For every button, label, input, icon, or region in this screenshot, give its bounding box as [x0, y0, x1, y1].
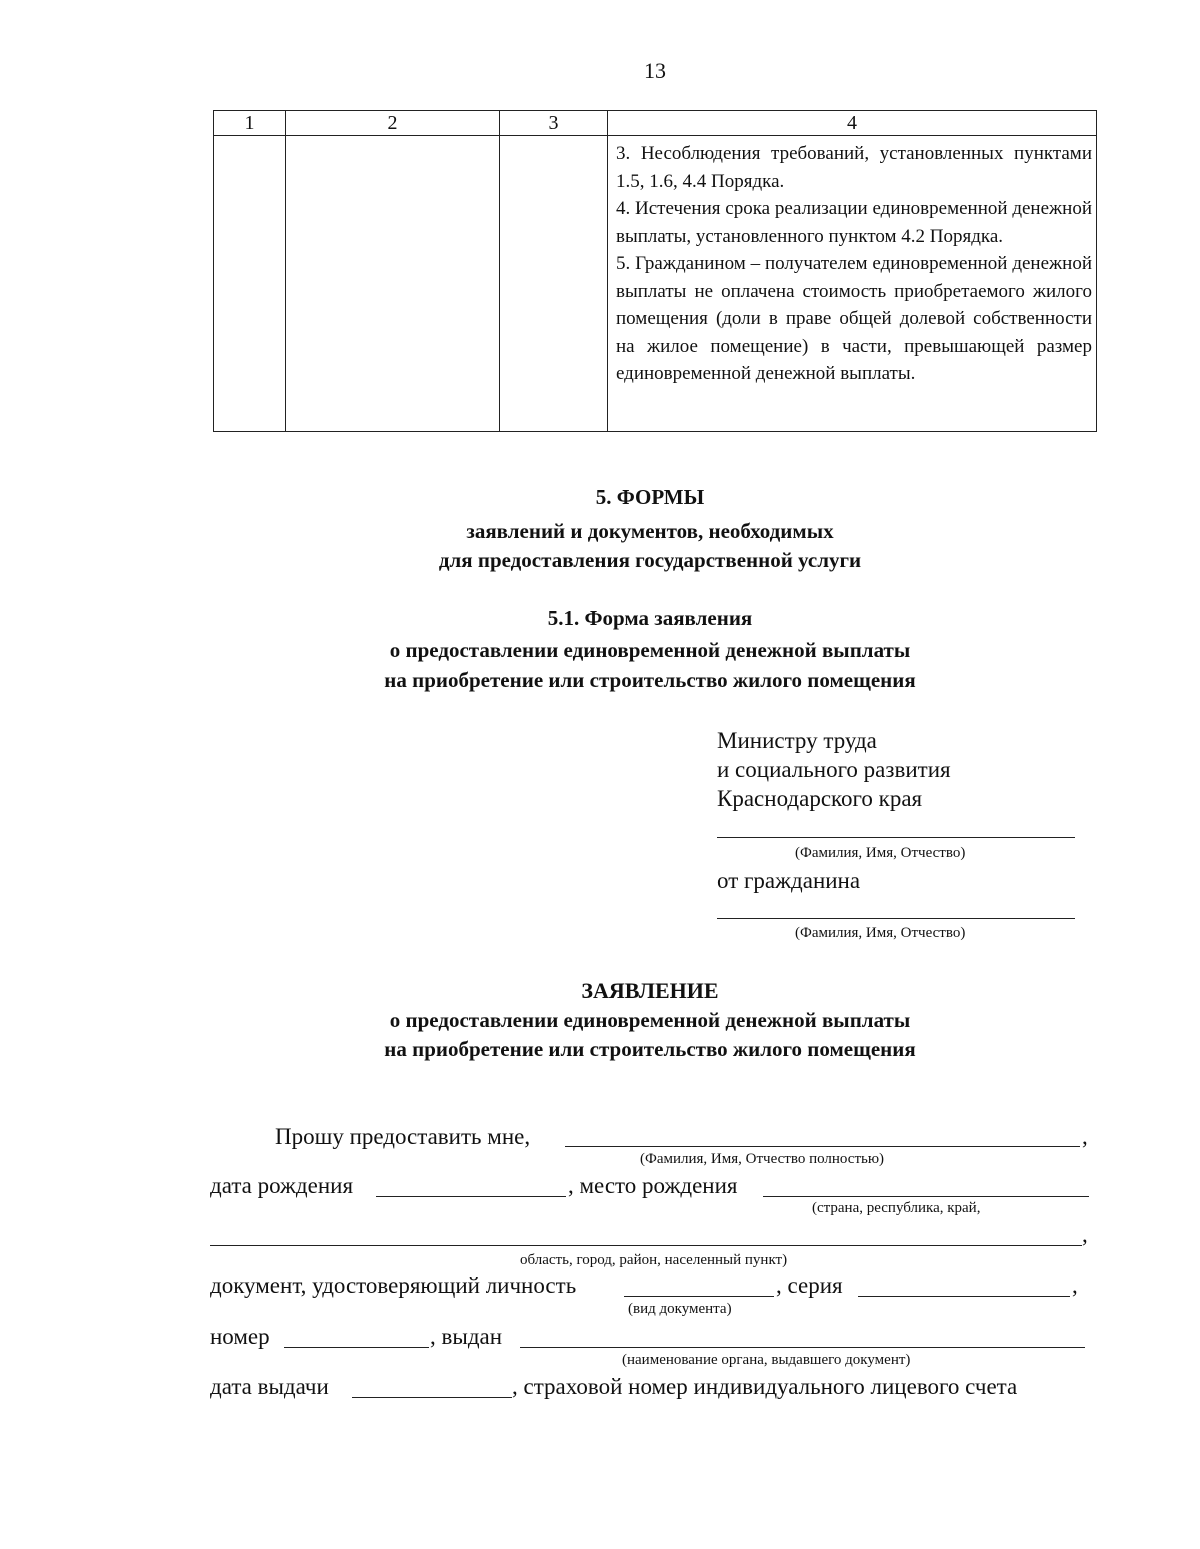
table-header-row [214, 111, 1097, 136]
field-caption: область, город, район, населенный пункт) [520, 1252, 788, 1268]
field-caption: (Фамилия, Имя, Отчество) [795, 845, 966, 861]
section-subtitle: для предоставления государственной услуги [438, 548, 862, 572]
table-cell [500, 136, 608, 432]
citizen-fio-field[interactable] [717, 918, 1075, 919]
table-cell [608, 136, 1097, 432]
condition-item: 5. Гражданином – получателем единовременной денежной выплаты не оплачена стоимость приобретаемого жилого помещения (доли в праве общей долевой собственности на жилое помещение) в части, превышающей размер единовременной денежной выплаты. [616, 253, 1092, 384]
birth-date-field[interactable] [376, 1196, 566, 1197]
from-label: от гражданина [717, 868, 861, 893]
series-label: , серия [776, 1273, 843, 1298]
field-caption: (Фамилия, Имя, Отчество полностью) [640, 1151, 885, 1167]
addressee-line: Министру труда [717, 728, 877, 753]
birth-place-label: , место рождения [568, 1173, 738, 1198]
field-caption: (наименование органа, выдавшего документ) [622, 1352, 911, 1368]
comma: , [1082, 1222, 1088, 1247]
minister-fio-field[interactable] [717, 837, 1075, 838]
statement-subtitle: на приобретение или строительство жилого помещения [384, 1037, 916, 1061]
addressee-line: Краснодарского края [717, 786, 923, 811]
subsection-subtitle: о предоставлении единовременной денежной выплаты [389, 638, 911, 662]
subsection-subtitle: на приобретение или строительство жилого помещения [384, 668, 916, 692]
snils-label: , страховой номер индивидуального лицевого счета [512, 1374, 1018, 1399]
series-field[interactable] [858, 1296, 1070, 1297]
doc-number-field[interactable] [284, 1347, 429, 1348]
condition-item: 4. Истечения срока реализации единовременной денежной выплаты, установленного пунктом 4.2 Порядка. [616, 198, 1092, 247]
comma: , [1072, 1273, 1078, 1298]
full-fio-field[interactable] [565, 1146, 1080, 1147]
comma: , [1082, 1124, 1088, 1149]
number-label: номер [210, 1324, 270, 1349]
page-number: 13 [644, 58, 666, 83]
field-caption: (Фамилия, Имя, Отчество) [795, 925, 966, 941]
birth-place-field[interactable] [763, 1196, 1089, 1197]
table-header-cell: 3 [500, 111, 608, 136]
issue-date-label: дата выдачи [210, 1374, 329, 1399]
id-doc-label: документ, удостоверяющий личность [210, 1273, 577, 1298]
statement-title: ЗАЯВЛЕНИЕ [581, 978, 719, 1003]
addressee-line: и социального развития [717, 757, 951, 782]
conditions-table [213, 110, 1097, 432]
table-cell [214, 136, 286, 432]
issue-date-field[interactable] [352, 1397, 512, 1398]
table-row [214, 136, 1097, 432]
field-caption: (страна, республика, край, [812, 1200, 981, 1216]
birth-date-label: дата рождения [210, 1173, 354, 1198]
statement-subtitle: о предоставлении единовременной денежной выплаты [389, 1008, 911, 1032]
table-header-cell: 2 [286, 111, 500, 136]
subsection-title: 5.1. Форма заявления [547, 606, 753, 630]
birth-place-field-continued[interactable] [210, 1245, 1082, 1246]
field-caption: (вид документа) [628, 1301, 732, 1317]
doc-type-field[interactable] [624, 1296, 774, 1297]
section-title: 5. ФОРМЫ [595, 485, 705, 509]
table-header-cell: 4 [608, 111, 1097, 136]
condition-item: 3. Несоблюдения требований, установленных пунктами 1.5, 1.6, 4.4 Порядка. [616, 143, 1092, 192]
section-subtitle: заявлений и документов, необходимых [466, 519, 834, 543]
table-cell [286, 136, 500, 432]
issued-label: , выдан [430, 1324, 503, 1349]
table-header-cell: 1 [214, 111, 286, 136]
request-label: Прошу предоставить мне, [275, 1124, 531, 1149]
issuer-field[interactable] [520, 1347, 1085, 1348]
